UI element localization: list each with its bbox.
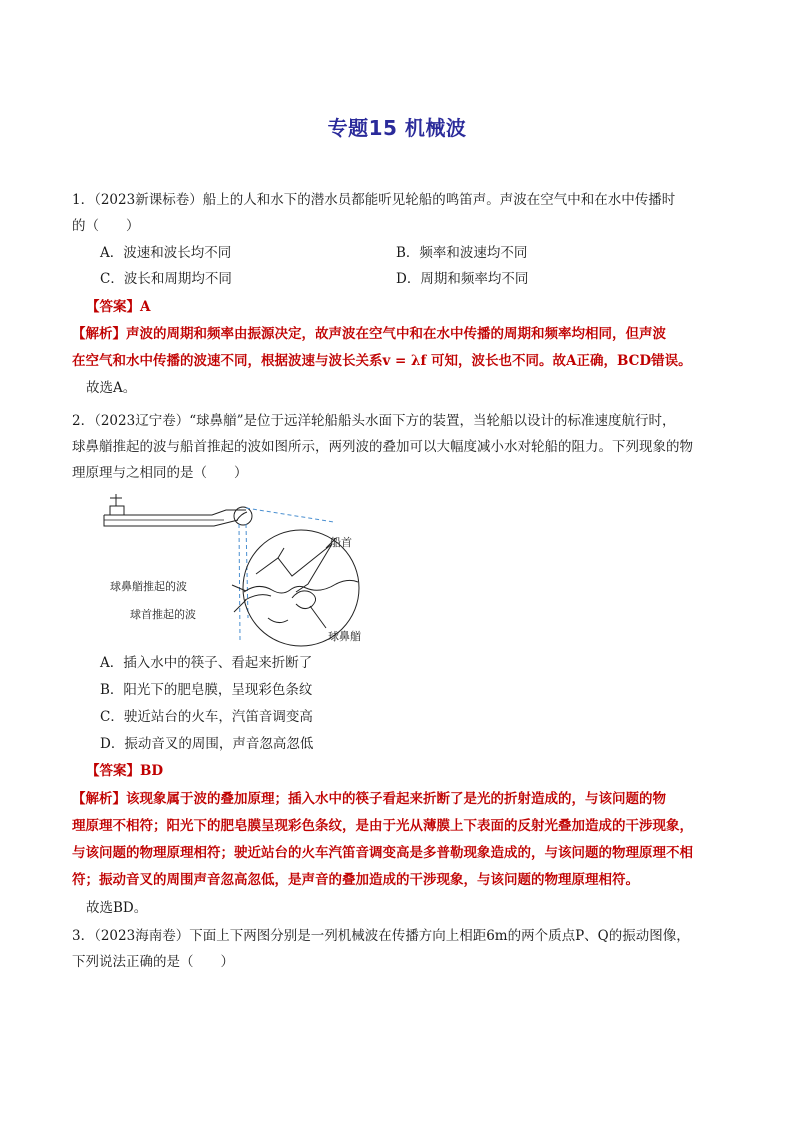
q2-option-c: C．驶近站台的火车，汽笛音调变高 — [100, 709, 313, 725]
q1-option-b: B．频率和波速均不同 — [396, 245, 528, 261]
q2-explanation-line1: 【解析】该现象属于波的叠加原理；插入水中的筷子看起来折断了是光的折射造成的，与该问题的物 — [72, 791, 666, 807]
q2-explanation-line3: 与该问题的物理原理相符；驶近站台的火车汽笛音调变高是多普勒现象造成的，与该问题的物理原理不相 — [72, 845, 693, 861]
q2-stem-line1: 2．（2023辽宁卷）“球鼻艏”是位于远洋轮船船头水面下方的装置，当轮船以设计的标准速度航行时， — [72, 413, 676, 429]
q2-choose: 故选BD。 — [86, 900, 148, 916]
q3-stem-line2: 下列说法正确的是（ ） — [72, 954, 234, 970]
q1-explanation-line2: 在空气和水中传播的波速不同，根据波速与波长关系v = λf 可知，波长也不同。故A正确，BCD错误。 — [72, 353, 692, 369]
q1-choose: 故选A。 — [86, 380, 137, 396]
label-bow: 船首 — [330, 536, 352, 549]
q2-option-a: A．插入水中的筷子、看起来折断了 — [100, 655, 313, 671]
q2-explanation-line2: 理原理不相符；阳光下的肥皂膜呈现彩色条纹，是由于光从薄膜上下表面的反射光叠加造成的干涉现象， — [72, 818, 693, 834]
q1-stem-line2: 的（ ） — [72, 218, 140, 234]
q2-option-b: B．阳光下的肥皂膜，呈现彩色条纹 — [100, 682, 313, 698]
q1-option-d: D．周期和频率均不同 — [396, 271, 529, 287]
q1-stem-line1: 1．（2023新课标卷）船上的人和水下的潜水员都能听见轮船的鸣笛声。声波在空气中和在水中传播时 — [72, 192, 676, 208]
q2-explanation-line4: 符；振动音叉的周围声音忽高忽低，是声音的叠加造成的干涉现象，与该问题的物理原理相符。 — [72, 872, 639, 888]
q1-option-a: A．波速和波长均不同 — [100, 245, 232, 261]
q2-option-d: D．振动音叉的周围，声音忽高忽低 — [100, 736, 314, 752]
q2-answer: 【答案】BD — [86, 763, 164, 779]
q2-stem-line2: 球鼻艏推起的波与船首推起的波如图所示，两列波的叠加可以大幅度减小水对轮船的阻力。下列现象的物 — [72, 439, 693, 455]
page-title: 专题15 机械波 — [327, 116, 467, 140]
q3-stem-line1: 3．（2023海南卷）下面上下两图分别是一列机械波在传播方向上相距6m的两个质点P、Q的振动图像， — [72, 928, 690, 944]
ship-drawing — [104, 494, 252, 526]
bulbous-bow-figure — [96, 488, 396, 648]
q1-answer: 【答案】A — [86, 299, 151, 315]
label-bulb: 球鼻艏 — [328, 630, 361, 643]
q1-option-c: C．波长和周期均不同 — [100, 271, 232, 287]
label-bulb-wave: 球鼻艏推起的波 — [110, 580, 187, 593]
q2-stem-line3: 理原理与之相同的是（ ） — [72, 465, 248, 481]
q1-explanation-line1: 【解析】声波的周期和频率由振源决定，故声波在空气中和在水中传播的周期和频率均相同，但声波 — [72, 326, 666, 342]
label-bow-wave: 球首推起的波 — [130, 608, 196, 621]
